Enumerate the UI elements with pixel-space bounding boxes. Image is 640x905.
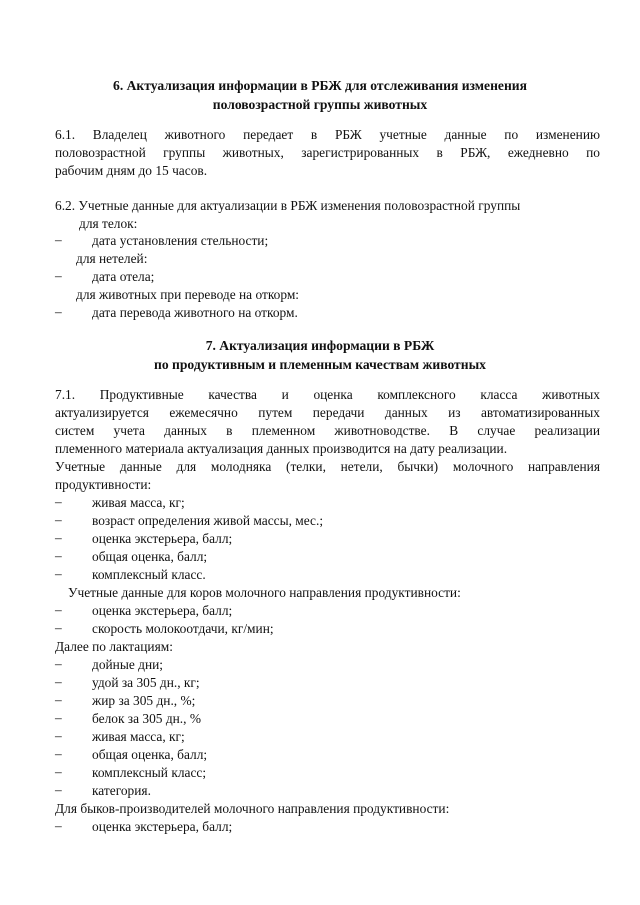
list-dash: – <box>55 620 62 635</box>
list-item: комплексный класс; <box>92 765 207 780</box>
list-item: дойные дни; <box>92 657 163 672</box>
list-item: общая оценка, балл; <box>92 549 208 564</box>
list-item-pregnancy-date: дата установления стельности; <box>92 233 269 248</box>
list-item: оценка экстерьера, балл; <box>92 819 233 834</box>
young-data-line-2: продуктивности: <box>55 477 152 492</box>
list-item: белок за 305 дн., % <box>92 711 202 726</box>
list-dash: – <box>55 268 62 283</box>
paragraph-6-1-line-2: половозрастной группы животных, зарегистрированных в РБЖ, ежедневно по <box>55 145 600 160</box>
list-item-fattening-date: дата перевода животного на откорм. <box>92 305 298 320</box>
paragraph-7-1-line-2: актуализируется ежемесячно путем передачи данных из автоматизированных <box>55 405 600 420</box>
list-dash: – <box>55 656 62 671</box>
section-6-heading-line-2: половозрастной группы животных <box>212 97 428 112</box>
list-dash: – <box>55 728 62 743</box>
list-item: скорость молокоотдачи, кг/мин; <box>92 621 274 636</box>
list-item: живая масса, кг; <box>92 729 185 744</box>
heifer-calves-label: для телок: <box>79 216 138 231</box>
bulls-label: Для быков-производителей молочного направления продуктивности: <box>55 801 450 816</box>
paragraph-7-1-line-1: 7.1. Продуктивные качества и оценка комплексного класса животных <box>55 387 600 402</box>
list-dash: – <box>55 692 62 707</box>
section-6-heading-line-1: 6. Актуализация информации в РБЖ для отслеживания изменения <box>113 78 527 93</box>
paragraph-6-1-line-1: 6.1. Владелец животного передает в РБЖ учетные данные по изменению <box>55 127 600 142</box>
list-dash: – <box>55 818 62 833</box>
list-dash: – <box>55 548 62 563</box>
list-dash: – <box>55 232 62 247</box>
list-item: живая масса, кг; <box>92 495 185 510</box>
list-item: жир за 305 дн., %; <box>92 693 196 708</box>
list-dash: – <box>55 710 62 725</box>
list-dash: – <box>55 602 62 617</box>
lactation-label: Далее по лактациям: <box>55 639 173 654</box>
cows-label: Учетные данные для коров молочного направления продуктивности: <box>68 585 461 600</box>
list-dash: – <box>55 746 62 761</box>
list-dash: – <box>55 512 62 527</box>
list-item: возраст определения живой массы, мес.; <box>92 513 324 528</box>
paragraph-6-2-line-1: 6.2. Учетные данные для актуализации в РБЖ изменения половозрастной группы <box>55 198 521 213</box>
list-dash: – <box>55 304 62 319</box>
list-dash: – <box>55 674 62 689</box>
list-dash: – <box>55 764 62 779</box>
heifers-label: для нетелей: <box>76 251 148 266</box>
list-item: категория. <box>92 783 151 798</box>
young-data-line-1: Учетные данные для молодняка (телки, нетели, бычки) молочного направления <box>55 459 600 474</box>
paragraph-7-1-line-4: племенного материала актуализация данных производится на дату реализации. <box>55 441 508 456</box>
list-item-calving-date: дата отела; <box>92 269 155 284</box>
list-item: оценка экстерьера, балл; <box>92 531 233 546</box>
paragraph-7-1-line-3: систем учета данных в племенном животноводстве. В случае реализации <box>55 423 600 438</box>
list-dash: – <box>55 530 62 545</box>
list-item: оценка экстерьера, балл; <box>92 603 233 618</box>
list-dash: – <box>55 782 62 797</box>
section-7-heading-line-1: 7. Актуализация информации в РБЖ <box>205 338 435 353</box>
list-item: общая оценка, балл; <box>92 747 208 762</box>
fattening-label: для животных при переводе на откорм: <box>76 287 300 302</box>
list-item: комплексный класс. <box>92 567 206 582</box>
section-7-heading-line-2: по продуктивным и племенным качествам животных <box>154 357 486 372</box>
list-dash: – <box>55 494 62 509</box>
list-dash: – <box>55 566 62 581</box>
list-item: удой за 305 дн., кг; <box>92 675 200 690</box>
paragraph-6-1-line-3: рабочим дням до 15 часов. <box>55 163 208 178</box>
